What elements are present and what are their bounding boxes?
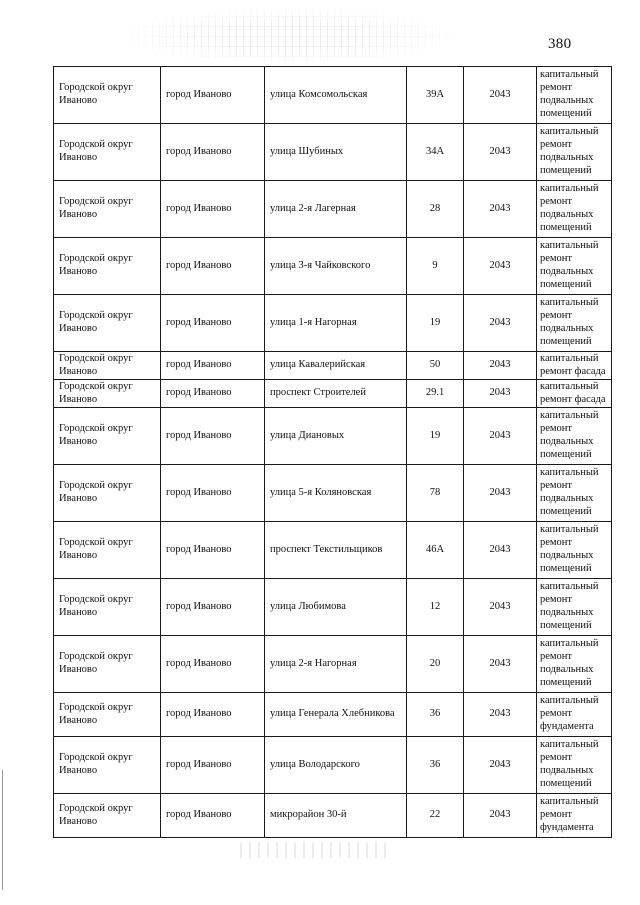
cell-year: 2043 — [464, 295, 537, 352]
cell-city: город Иваново — [161, 465, 265, 522]
cell-work-type: капитальный ремонт подвальных помещений — [537, 238, 612, 295]
cell-year: 2043 — [464, 238, 537, 295]
cell-city: город Иваново — [161, 522, 265, 579]
cell-year: 2043 — [464, 693, 537, 737]
table-row — [54, 522, 612, 579]
cell-house-number: 34А — [407, 124, 464, 181]
cell-house-number: 29.1 — [407, 380, 464, 408]
cell-district: Городской округ Иваново — [54, 238, 161, 295]
cell-street: улица Комсомольская — [265, 67, 407, 124]
cell-city: город Иваново — [161, 295, 265, 352]
table-row — [54, 295, 612, 352]
cell-street: улица Любимова — [265, 579, 407, 636]
cell-street: улица 2-я Нагорная — [265, 636, 407, 693]
cell-work-type: капитальный ремонт подвальных помещений — [537, 408, 612, 465]
scan-edge-line — [2, 770, 3, 890]
page-number: 380 — [548, 36, 572, 52]
cell-street: улица 5-я Коляновская — [265, 465, 407, 522]
cell-year: 2043 — [464, 67, 537, 124]
cell-work-type: капитальный ремонт фасада — [537, 380, 612, 408]
cell-work-type: капитальный ремонт подвальных помещений — [537, 737, 612, 794]
cell-street: улица Володарского — [265, 737, 407, 794]
cell-year: 2043 — [464, 737, 537, 794]
cell-house-number: 78 — [407, 465, 464, 522]
cell-district: Городской округ Иваново — [54, 465, 161, 522]
cell-work-type: капитальный ремонт фасада — [537, 352, 612, 380]
cell-work-type: капитальный ремонт подвальных помещений — [537, 295, 612, 352]
cell-district: Городской округ Иваново — [54, 295, 161, 352]
cell-district: Городской округ Иваново — [54, 522, 161, 579]
cell-district: Городской округ Иваново — [54, 352, 161, 380]
cell-city: город Иваново — [161, 380, 265, 408]
table-row — [54, 380, 612, 408]
cell-street: микрорайон 30-й — [265, 794, 407, 838]
cell-work-type: капитальный ремонт фундамента — [537, 794, 612, 838]
cell-year: 2043 — [464, 124, 537, 181]
table-row — [54, 408, 612, 465]
cell-city: город Иваново — [161, 67, 265, 124]
cell-street: проспект Текстильщиков — [265, 522, 407, 579]
cell-work-type: капитальный ремонт подвальных помещений — [537, 522, 612, 579]
cell-district: Городской округ Иваново — [54, 636, 161, 693]
cell-house-number: 39А — [407, 67, 464, 124]
cell-street: улица 3-я Чайковского — [265, 238, 407, 295]
table-body — [54, 67, 612, 838]
table-row — [54, 794, 612, 838]
cell-city: город Иваново — [161, 181, 265, 238]
cell-street: улица Диановых — [265, 408, 407, 465]
table-row — [54, 352, 612, 380]
cell-house-number: 20 — [407, 636, 464, 693]
cell-work-type: капитальный ремонт подвальных помещений — [537, 579, 612, 636]
cell-house-number: 36 — [407, 693, 464, 737]
scan-artifact-top — [110, 6, 470, 66]
cell-house-number: 19 — [407, 295, 464, 352]
cell-work-type: капитальный ремонт подвальных помещений — [537, 181, 612, 238]
cell-year: 2043 — [464, 352, 537, 380]
cell-city: город Иваново — [161, 794, 265, 838]
cell-house-number: 50 — [407, 352, 464, 380]
cell-street: проспект Строителей — [265, 380, 407, 408]
cell-house-number: 19 — [407, 408, 464, 465]
table-row — [54, 737, 612, 794]
cell-district: Городской округ Иваново — [54, 737, 161, 794]
cell-city: город Иваново — [161, 737, 265, 794]
cell-year: 2043 — [464, 522, 537, 579]
table-row — [54, 636, 612, 693]
cell-street: улица 2-я Лагерная — [265, 181, 407, 238]
table-row — [54, 579, 612, 636]
cell-year: 2043 — [464, 794, 537, 838]
cell-street: улица Генерала Хлебникова — [265, 693, 407, 737]
cell-district: Городской округ Иваново — [54, 693, 161, 737]
cell-house-number: 28 — [407, 181, 464, 238]
cell-district: Городской округ Иваново — [54, 579, 161, 636]
cell-house-number: 36 — [407, 737, 464, 794]
cell-district: Городской округ Иваново — [54, 380, 161, 408]
cell-year: 2043 — [464, 408, 537, 465]
cell-district: Городской округ Иваново — [54, 408, 161, 465]
cell-city: город Иваново — [161, 693, 265, 737]
cell-year: 2043 — [464, 636, 537, 693]
cell-city: город Иваново — [161, 238, 265, 295]
cell-district: Городской округ Иваново — [54, 794, 161, 838]
cell-work-type: капитальный ремонт подвальных помещений — [537, 67, 612, 124]
cell-district: Городской округ Иваново — [54, 67, 161, 124]
scan-artifact-bottom — [240, 842, 390, 858]
table-row — [54, 465, 612, 522]
cell-district: Городской округ Иваново — [54, 124, 161, 181]
cell-work-type: капитальный ремонт подвальных помещений — [537, 465, 612, 522]
table-row — [54, 67, 612, 124]
cell-street: улица 1-я Нагорная — [265, 295, 407, 352]
table-row — [54, 238, 612, 295]
cell-year: 2043 — [464, 181, 537, 238]
cell-district: Городской округ Иваново — [54, 181, 161, 238]
cell-city: город Иваново — [161, 636, 265, 693]
cell-street: улица Кавалерийская — [265, 352, 407, 380]
table-row — [54, 181, 612, 238]
cell-year: 2043 — [464, 579, 537, 636]
cell-year: 2043 — [464, 465, 537, 522]
cell-street: улица Шубиных — [265, 124, 407, 181]
cell-city: город Иваново — [161, 352, 265, 380]
cell-house-number: 22 — [407, 794, 464, 838]
cell-work-type: капитальный ремонт подвальных помещений — [537, 124, 612, 181]
cell-house-number: 46А — [407, 522, 464, 579]
cell-work-type: капитальный ремонт фундамента — [537, 693, 612, 737]
cell-city: город Иваново — [161, 579, 265, 636]
cell-work-type: капитальный ремонт подвальных помещений — [537, 636, 612, 693]
cell-house-number: 9 — [407, 238, 464, 295]
cell-city: город Иваново — [161, 408, 265, 465]
cell-year: 2043 — [464, 380, 537, 408]
buildings-table — [53, 66, 612, 838]
table-row — [54, 693, 612, 737]
cell-city: город Иваново — [161, 124, 265, 181]
cell-house-number: 12 — [407, 579, 464, 636]
table-row — [54, 124, 612, 181]
